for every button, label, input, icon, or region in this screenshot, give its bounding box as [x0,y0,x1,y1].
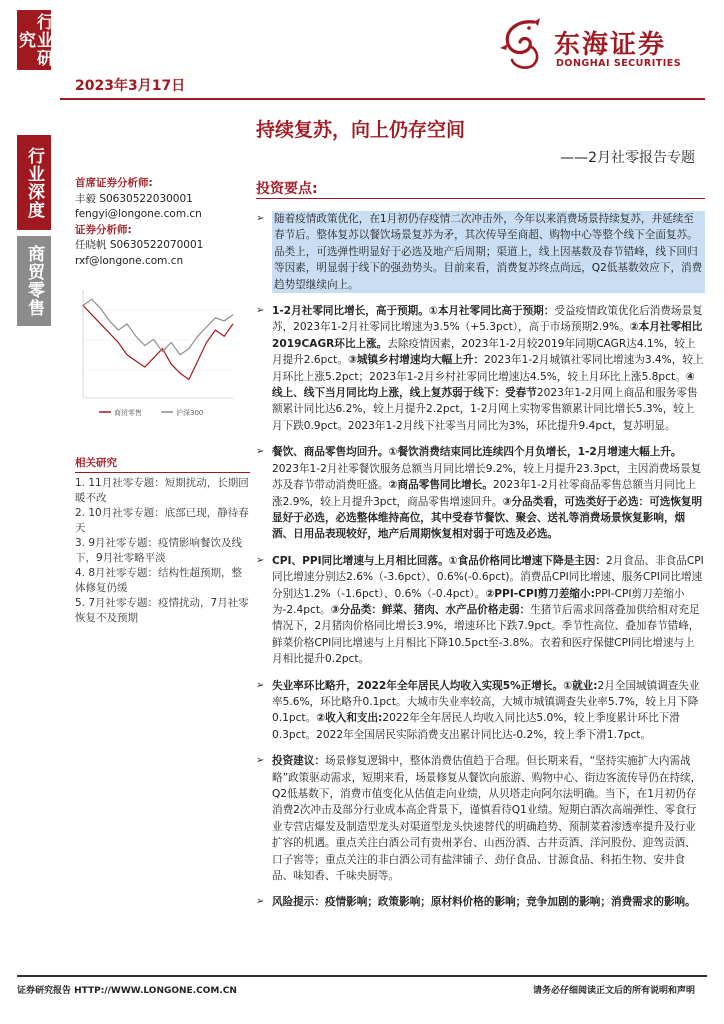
point-4-bold-1: CPI、PPI同比增速与上月相比回落。①食品价格同比增速下降是主因： [272,554,606,567]
second-analyst-label: 证券分析师: [75,223,132,236]
performance-chart-svg [75,280,237,425]
related-item[interactable]: 5. 7月社零专题：疫情扰动，7月社零恢复不及预期 [75,597,249,624]
footer-left[interactable]: 证券研究报告 HTTP://WWW.LONGONE.COM.CN [17,986,237,996]
point-4-bold-3: ③分品类：鲜菜、猪肉、水产品价格走弱： [330,603,531,616]
dragon-logo-icon [494,14,552,72]
footer-rule [17,975,707,977]
point-3-text-1: 2023年1-2月社零餐饮服务总额当月同比增长9.2%，较上月提升23.3pct，主因消费场景复苏及春节带动消费旺盛。 [272,462,702,492]
point-3 [256,444,705,542]
header-rule [60,98,705,100]
related-head: 相关研究 [75,455,250,473]
point-5 [256,678,705,744]
page-title: 持续复苏，向上仍存空间 [256,119,466,141]
analyst-info [75,176,230,269]
point-7 [256,894,705,910]
point-2-bold-3: ③城镇乡村增速均大幅上升： [347,354,485,367]
point-2-bold-2: ②本月社零相比2019CAGR环比上涨。 [272,321,703,350]
point-2-text-3: 2023年1-2月城镇社零同比增速为3.4%，较上月环比上涨5.2pct；2023年1-2月乡村社零同比增速达4.5%，较上月环比上涨5.8pct。 [272,354,704,383]
primary-analyst-name: 丰毅 S0630522030001 [75,192,193,205]
arrow-bullet-icon: ➢ [256,213,265,224]
report-date: 2023年3月17日 [75,78,186,94]
point-2-text-2: 去除疫情因素，2023年1-2月较2019年同期CAGR达4.1%，较上月提升2.6pct。 [272,337,696,367]
point-4-bold-2: ②PPI-CPI剪刀差缩小: [485,587,595,600]
point-5-bold-2: ②收入和支出: [316,712,383,725]
point-3-bold-3: ③分品类看，可选类好于必选：可选恢复明显好于必选，必选整体维持高位，其中受春节餐饮、聚会、送礼等消费场景恢复影响，烟酒、日用品表现较好，地产后周期恢复相对弱于可选及必选。 [272,495,703,541]
point-4 [256,553,705,668]
arrow-bullet-icon: ➢ [256,679,265,691]
page-subtitle: ——2月社零报告专题 [560,150,695,166]
related-research [75,455,250,626]
related-item[interactable]: 1. 11月社零专题：短期扰动，长期回暖不改 [75,477,249,504]
point-4-text-3: 生猪节后需求回落叠加供给相对充足情况下，2月猪肉价格同比增长3.9%，增速环比下跌7.9pct。季节性高位、叠加春节错峰，鲜菜价格CPI同比增速与上月相比下降10.5pct至-3.8%。衣着和医疗保健CPI同比增速与上月相比提升0.2pct。 [272,603,700,666]
primary-analyst-label: 首席证券分析师: [75,177,153,189]
arrow-bullet-icon: ➢ [256,305,265,317]
related-item[interactable]: 4. 8月社零专题：结构性超预期，整体修复仍缓 [75,567,243,594]
section-head: 投资要点: [256,181,318,197]
arrow-bullet-icon: ➢ [256,896,265,908]
point-7-bold-1: 风险提示：疫情影响；政策影响；原材料价格的影响；竞争加剧的影响；消费需求的影响。 [272,896,696,909]
point-6-bold-1: 投资建议： [272,755,325,768]
point-4-text-2: PPI-CPI剪刀差缩小为-2.4pct。 [272,587,685,616]
point-6-text-1: 场景修复逻辑中，整体消费估值趋于合理。但长期来看，“坚持实施扩大内需战略”政策驱动需求，短期来看，场景修复从餐饮向旅游、购物中心、街边客流传导仍在持续，Q2低基数下，消费市值变化从估值走向业绩，从贝塔走向阿尔法明确。当下，在1月初仍存消费2次冲击及部分行业成本高企背景下，谨慎看待Q1业绩。短期白酒次高端弹性、零食行业专营店爆发及制造型龙头对渠道型龙头快速替代的明确趋势、预制菜着渗透率提升及行业扩容的机遇。重点关注白酒公司有贵州茅台、山西汾酒、古井贡酒、洋河股份、迎驾贡酒、口子窖等；重点关注的非白酒公司有盐津铺子、劲仔食品、甘源食品、科拓生物、安井食品、味知香、千味央厨等。 [272,755,702,883]
point-6 [256,753,705,884]
point-2-text-4: 2023年1-2月网上商品和服务零售额累计同比达6.2%，较上月提升2.2pct，1-2月网上实物零售额累计同比增长5.3%，较上月下跌0.9pct。2023年1-2月线下社零当月同比为3%，环比提升9.4pct，复苏明显。 [272,387,698,432]
related-item[interactable]: 3. 9月社零专题：疫情影响餐饮及线下，9月社零略平淡 [75,537,243,564]
point-4-text-1: 2月食品、非食品CPI同比增速分别达2.6%（-3.6pct）、0.6%(-0.6pct)。消费品CPI同比增速、服务CPI同比增速分别达1.2%（-1.6pct）、0.6%（-0.4pct）。 [272,554,704,600]
point-1-text: 随着疫情政策优化，在1月初仍存疫情二次冲击外，今年以来消费场景持续复苏，并延续至春节后。整体复苏以餐饮场景复苏为矛，其次传导至商超、购物中心等整个线下全面复苏。品类上，可选弹性明显好于必选及地产后周期；渠道上，线上因基数及春节错峰，线下回归等因素，明显弱于线下的强劲势头。目前来看，消费复苏终点尚远，Q2低基数效应下，消费趋势望继续向上。 [272,211,705,293]
second-analyst-email[interactable]: rxf@longone.com.cn [75,254,184,267]
point-2-text-1: 受益疫情政策优化后消费场景复苏，2023年1-2月社零同比增速为3.5%（+5.3pct），高于市场预期2.9%。 [272,305,703,334]
chart-series-line [83,305,233,379]
section-rule [256,198,705,199]
point-2 [256,303,705,434]
report-type-tag: 行业研究 [17,10,51,70]
point-3-bold-1: 餐饮、商品零售均回升。①餐饮消费结束同比连续四个月负增长，1-2月增速大幅上升。 [272,446,682,459]
arrow-bullet-icon: ➢ [256,755,265,767]
sector-tag: 商贸零售 [17,236,51,326]
point-3-text-2: 2023年1-2月社零商品零售总额当月同比上涨2.9%，较上月提升3pct，商品零售增速回升。 [272,479,697,508]
point-3-bold-2: ②商品零售同比增长。 [388,479,493,492]
point-5-bold-1: 失业率环比略升，2022年全年居民人均收入实现5%正增长。①就业: [272,679,598,692]
logo-en: DONGHAI SECURITIES [556,58,682,69]
arrow-bullet-icon: ➢ [256,554,265,566]
point-5-text-2: 2022年全年居民人均收入同比达5.0%，较上季度累计环比下滑0.3pct。2022年全国居民实际消费支出累计同比达-0.2%，较上季下滑1.7pct。 [272,712,680,741]
chart-legend-label: 商贸零售 [114,409,142,417]
logo-cn: 东海证券 [554,30,667,60]
chart-series-line [83,299,233,355]
investment-points [256,211,705,921]
depth-tag: 行业深度 [17,135,51,230]
point-2-bold-4: ④线上、线下当月同比均上涨，线上复苏弱于线下：受春节 [272,370,695,400]
performance-chart [75,280,237,425]
related-item[interactable]: 2. 10月社零专题：底部已现，静待春天 [75,507,249,534]
point-1 [256,211,705,293]
chart-legend-label: 沪深300 [176,409,204,417]
footer-right: 请务必仔细阅读正文后的所有说明和声明 [532,986,695,996]
primary-analyst-email[interactable]: fengyi@longone.com.cn [75,208,202,220]
company-logo [494,14,704,74]
arrow-bullet-icon: ➢ [256,446,265,458]
point-5-text-1: 2月全国城镇调查失业率5.6%，环比略升0.1pct。大城市失业率较高，大城市城镇调查失业率5.7%，较上月下降0.1pct。 [272,679,700,725]
second-analyst-name: 任晓帆 S0630522070001 [75,239,204,251]
point-2-bold-1: 1-2月社零同比增长，高于预期。①本月社零同比高于预期： [272,305,555,318]
